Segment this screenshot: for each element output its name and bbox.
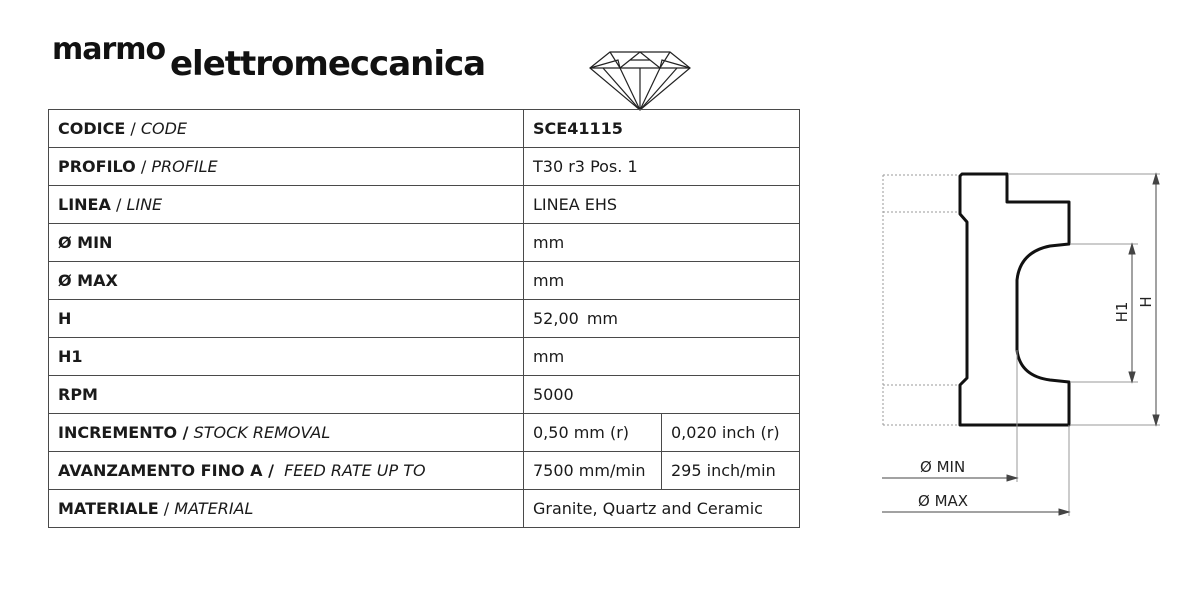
feed-label: AVANZAMENTO FINO A / FEED RATE UP TO <box>49 452 524 490</box>
table-row-material <box>49 490 800 528</box>
table-row-h1 <box>49 338 800 376</box>
rpm-label: RPM <box>49 376 524 414</box>
table-row-line <box>49 186 800 224</box>
material-label: MATERIALE / MATERIAL <box>49 490 524 528</box>
code-value: SCE41115 <box>524 110 800 148</box>
table-row-dmin <box>49 224 800 262</box>
code-label: CODICE / CODE <box>49 110 524 148</box>
dmax-label: Ø MAX <box>49 262 524 300</box>
line-value: LINEA EHS <box>524 186 800 224</box>
dmin-label: Ø MIN <box>49 224 524 262</box>
dmin-unit: mm <box>524 224 800 262</box>
feed-value-mm: 7500 mm/min <box>524 452 662 490</box>
spec-table <box>48 109 800 528</box>
rpm-value: 5000 <box>524 376 800 414</box>
stock-value-mm: 0,50 mm (r) <box>524 414 662 452</box>
h-label: H <box>49 300 524 338</box>
profile-drawing <box>870 160 1170 530</box>
table-row-rpm <box>49 376 800 414</box>
profile-value: T30 r3 Pos. 1 <box>524 148 800 186</box>
table-row-profile <box>49 148 800 186</box>
h1-label: H1 <box>49 338 524 376</box>
table-row-stock <box>49 414 800 452</box>
dmax-unit: mm <box>524 262 800 300</box>
brand-logo <box>52 26 652 86</box>
profile-label: PROFILO / PROFILE <box>49 148 524 186</box>
stock-label: INCREMENTO / STOCK REMOVAL <box>49 414 524 452</box>
dmin-dimension-label: Ø MIN <box>920 458 966 476</box>
table-row-h <box>49 300 800 338</box>
table-row-feed <box>49 452 800 490</box>
logo-text-elettromeccanica: elettromeccanica <box>170 44 486 84</box>
line-label: LINEA / LINE <box>49 186 524 224</box>
profile-outline <box>960 174 1069 425</box>
h1-dimension-label: H1 <box>1113 301 1131 323</box>
diamond-icon <box>588 48 692 112</box>
feed-value-inch: 295 inch/min <box>662 452 800 490</box>
h-dimension-label: H <box>1137 296 1155 308</box>
stock-value-inch: 0,020 inch (r) <box>662 414 800 452</box>
material-value: Granite, Quartz and Ceramic <box>524 490 800 528</box>
dmax-dimension-label: Ø MAX <box>918 492 969 510</box>
table-row-code <box>49 110 800 148</box>
table-row-dmax <box>49 262 800 300</box>
h-value: 52,00 mm <box>524 300 800 338</box>
h1-unit: mm <box>524 338 800 376</box>
logo-text-marmo: marmo <box>52 32 166 67</box>
